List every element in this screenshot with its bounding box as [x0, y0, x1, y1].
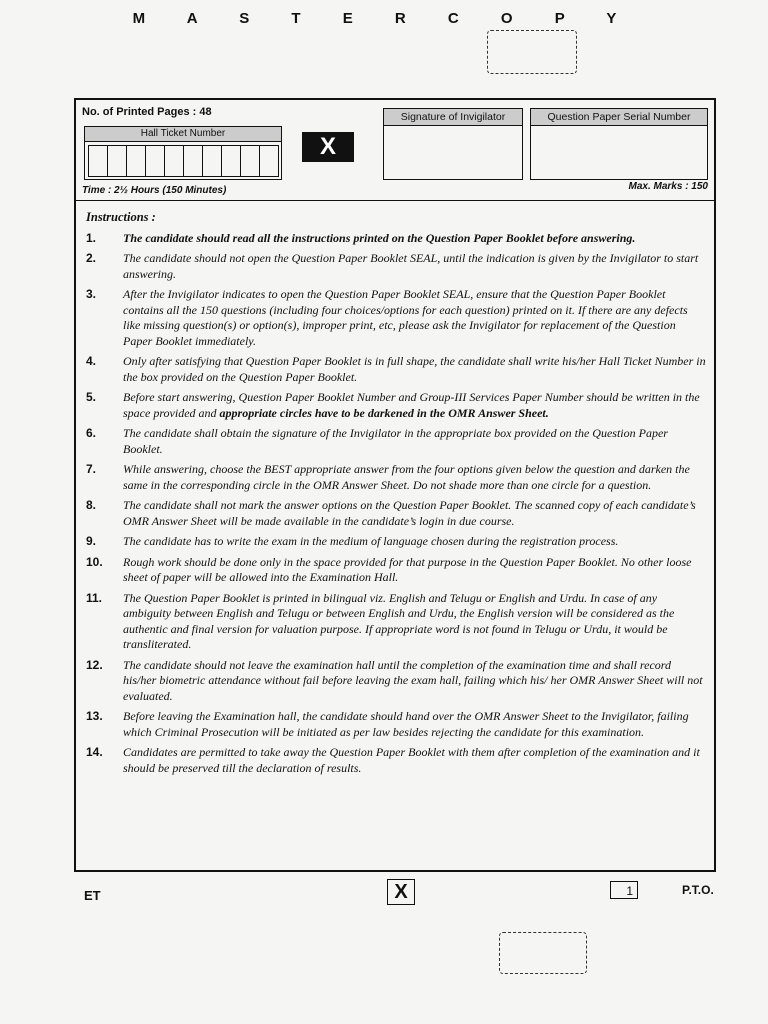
instruction-number: 12.: [86, 657, 103, 672]
instruction-item: [86, 591, 706, 653]
instruction-text-body: Rough work should be done only in the space provided for that purpose in the Question Paper Booklet. No other loose sheet of paper will be allowed into the Examination Hall.: [123, 554, 692, 584]
instruction-text-body: The candidate shall not mark the answer options on the Question Paper Booklet. The scanned copy of each candidate’s OMR Answer Sheet will be made available in the candidate’s login in due course.: [123, 498, 696, 528]
instruction-text-body: The candidate has to write the exam in the medium of language chosen during the registration process.: [123, 534, 619, 548]
instruction-text-body: Only after satisfying that Question Paper Booklet is in full shape, the candidate shall write his/her Hall Ticket Number in the box provided on the Question Paper Booklet.: [123, 354, 706, 384]
instruction-number: 6.: [86, 426, 97, 440]
instruction-item: [86, 745, 706, 776]
instruction-text-body: After the Invigilator indicates to open the Question Paper Booklet SEAL, ensure that the Question Paper Booklet contains all the 150 questions (including four choices/options for each question) printed on it. If there are any defects like missing question(s) or option(s), improper print, etc, please ask the Invigilator for replacement of the Question Paper Booklet immediately.: [123, 287, 688, 348]
instruction-list: [86, 231, 706, 777]
instruction-text-body: The candidate should read all the instructions printed on the Question Paper Booklet before answering.: [123, 230, 636, 245]
instruction-number: 9.: [86, 534, 97, 548]
instruction-number: 10.: [86, 554, 103, 569]
instruction-text: [123, 658, 706, 705]
instruction-text-body: The candidate should not leave the examination hall until the completion of the examination time and shall record his/her biometric attendance without fail before leaving the exam hall, failing which his/ her OMR Answer Sheet will not evaluated.: [123, 657, 703, 703]
instruction-text: [123, 251, 706, 282]
instruction-number: 4.: [86, 354, 97, 368]
pto-label: P.T.O.: [682, 883, 714, 897]
instruction-text-body: Before leaving the Examination hall, the candidate should hand over the OMR Answer Sheet to the Invigilator, failing which Criminal Prosecution will be initiated as per law besides rejecting the candidate for this examination.: [123, 709, 689, 739]
hall-ticket-cell[interactable]: [88, 145, 108, 177]
instruction-item: [86, 251, 706, 282]
hall-ticket-cells: [88, 145, 278, 177]
hall-ticket-cell[interactable]: [126, 145, 146, 177]
master-copy-heading: M A S T E R C O P Y: [132, 10, 636, 27]
instructions: [86, 210, 706, 781]
instruction-text: [123, 426, 706, 457]
instruction-item: [86, 658, 706, 705]
instruction-text-body: The Question Paper Booklet is printed in bilingual viz. English and Telugu or English and Urdu. In case of any ambiguity between English and Telugu or between English and Urdu, the English version will be considered as the authentic and final version for valuation purpose. If appropriate word is not found in Telugu or Urdu, it would be transliterated.: [123, 590, 675, 651]
instruction-text: [123, 591, 706, 653]
hall-ticket-cell[interactable]: [107, 145, 127, 177]
instructions-title: Instructions :: [86, 210, 156, 224]
instruction-text-emphasis: appropriate circles have to be darkened in the OMR Answer Sheet.: [219, 405, 549, 420]
instruction-item: [86, 390, 706, 421]
paper-code: ET: [84, 888, 101, 903]
invigilator-label: Signature of Invigilator: [384, 109, 522, 126]
hall-ticket-label: Hall Ticket Number: [85, 127, 281, 142]
instruction-number: 7.: [86, 462, 97, 476]
instruction-text-body: While answering, choose the BEST appropriate answer from the four options given below the question and darken the same in the corresponding circle in the OMR Answer Sheet. Do not shade more than one circle for a question.: [123, 462, 690, 492]
instruction-item: [86, 534, 706, 550]
page-number: 1: [610, 881, 638, 899]
instruction-item: [86, 462, 706, 493]
hall-ticket-cell[interactable]: [145, 145, 165, 177]
hall-ticket-box: [84, 126, 282, 180]
instruction-number: 8.: [86, 498, 97, 512]
instruction-item: [86, 354, 706, 385]
instruction-item: [86, 287, 706, 349]
exam-duration: Time : 2½ Hours (150 Minutes): [82, 185, 227, 196]
hall-ticket-cell[interactable]: [221, 145, 241, 177]
series-mark: X: [387, 879, 415, 905]
instruction-text-body: Candidates are permitted to take away the Question Paper Booklet with them after completion of the examination and it should be preserved till the declaration of results.: [123, 745, 700, 775]
hall-ticket-cell[interactable]: [164, 145, 184, 177]
instruction-text: [123, 555, 706, 586]
instruction-text: [123, 287, 706, 349]
instruction-number: 5.: [86, 390, 97, 404]
instruction-item: [86, 426, 706, 457]
instruction-text: [123, 354, 706, 385]
serial-number-box[interactable]: [530, 108, 708, 180]
instruction-item: [86, 498, 706, 529]
top-dashed-box: [487, 30, 577, 74]
instruction-number: 1.: [86, 230, 97, 245]
hall-ticket-cell[interactable]: [183, 145, 203, 177]
series-badge: X: [302, 132, 354, 162]
question-booklet-cover: [74, 98, 716, 872]
instruction-text: [123, 534, 706, 550]
hall-ticket-cell[interactable]: [259, 145, 279, 177]
instruction-number: 11.: [86, 590, 103, 605]
max-marks: Max. Marks : 150: [628, 181, 708, 192]
instruction-text-body: Before start answering, Question Paper Booklet Number and Group-III Services Paper Number should be written in the space provided and: [123, 390, 700, 420]
instruction-text: [123, 745, 706, 776]
cover-header: [76, 100, 714, 201]
instruction-number: 2.: [86, 251, 97, 265]
invigilator-signature-box[interactable]: [383, 108, 523, 180]
instruction-text-body: The candidate shall obtain the signature of the Invigilator in the appropriate box provided on the Question Paper Booklet.: [123, 426, 668, 456]
instruction-number: 13.: [86, 709, 103, 723]
instruction-text: [123, 390, 706, 421]
instruction-number: 14.: [86, 745, 103, 759]
instruction-text: [123, 498, 706, 529]
instruction-item: [86, 709, 706, 740]
instruction-number: 3.: [86, 287, 97, 301]
instruction-text-body: The candidate should not open the Question Paper Booklet SEAL, until the indication is given by the Invigilator to start answering.: [123, 251, 699, 281]
instruction-item: [86, 555, 706, 586]
instruction-text: [123, 231, 706, 247]
instruction-text: [123, 462, 706, 493]
bottom-dashed-box: [499, 932, 587, 974]
instruction-text: [123, 709, 706, 740]
printed-pages: No. of Printed Pages : 48: [82, 106, 212, 118]
serial-label: Question Paper Serial Number: [531, 109, 707, 126]
instruction-item: [86, 231, 706, 247]
hall-ticket-cell[interactable]: [240, 145, 260, 177]
hall-ticket-cell[interactable]: [202, 145, 222, 177]
